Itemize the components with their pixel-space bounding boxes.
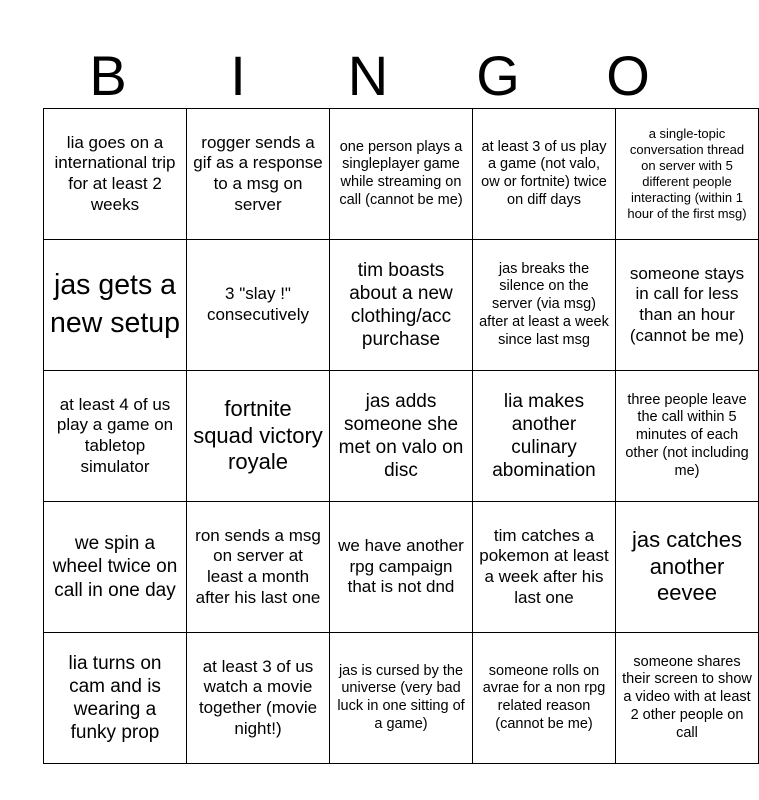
bingo-cell[interactable]: lia makes another culinary abomination (473, 371, 616, 502)
bingo-cell[interactable]: someone shares their screen to show a video with at least 2 other people on call (616, 633, 759, 764)
bingo-cell[interactable]: jas breaks the silence on the server (via msg) after at least a week since last msg (473, 240, 616, 371)
bingo-cell[interactable]: lia goes on a international trip for at least 2 weeks (44, 109, 187, 240)
bingo-cell[interactable]: 3 "slay !" consecutively (187, 240, 330, 371)
bingo-cell[interactable]: a single-topic conversation thread on server with 5 different people interacting (within 1 hour of the first msg) (616, 109, 759, 240)
header-letter-g: G (476, 44, 520, 107)
header-letter-b: B (89, 44, 127, 107)
bingo-cell[interactable]: ron sends a msg on server at least a month after his last one (187, 502, 330, 633)
bingo-cell[interactable]: jas is cursed by the universe (very bad luck in one sitting of a game) (330, 633, 473, 764)
bingo-board (43, 108, 759, 764)
bingo-cell[interactable]: fortnite squad victory royale (187, 371, 330, 502)
bingo-cell[interactable]: someone rolls on avrae for a non rpg related reason (cannot be me) (473, 633, 616, 764)
bingo-cell[interactable]: jas catches another eevee (616, 502, 759, 633)
bingo-cell[interactable]: tim boasts about a new clothing/acc purchase (330, 240, 473, 371)
bingo-cell[interactable]: tim catches a pokemon at least a week after his last one (473, 502, 616, 633)
bingo-cell[interactable]: at least 3 of us play a game (not valo, ow or fortnite) twice on diff days (473, 109, 616, 240)
bingo-header (43, 46, 693, 106)
bingo-cell[interactable]: at least 4 of us play a game on tabletop simulator (44, 371, 187, 502)
bingo-cell[interactable]: at least 3 of us watch a movie together (movie night!) (187, 633, 330, 764)
bingo-cell[interactable]: lia turns on cam and is wearing a funky prop (44, 633, 187, 764)
board-row (44, 240, 759, 371)
bingo-cell[interactable]: we have another rpg campaign that is not dnd (330, 502, 473, 633)
board-row (44, 371, 759, 502)
bingo-cell[interactable]: three people leave the call within 5 minutes of each other (not including me) (616, 371, 759, 502)
bingo-cell[interactable]: we spin a wheel twice on call in one day (44, 502, 187, 633)
header-letter-n: N (347, 44, 389, 107)
board-row (44, 633, 759, 764)
bingo-cell[interactable]: rogger sends a gif as a response to a msg on server (187, 109, 330, 240)
board-row (44, 109, 759, 240)
bingo-cell[interactable]: jas gets a new setup (44, 240, 187, 371)
board-row (44, 502, 759, 633)
bingo-cell[interactable]: someone stays in call for less than an hour (cannot be me) (616, 240, 759, 371)
header-letter-o: O (606, 44, 650, 107)
header-letter-i: I (230, 44, 246, 107)
bingo-cell[interactable]: jas adds someone she met on valo on disc (330, 371, 473, 502)
bingo-cell[interactable]: one person plays a singleplayer game while streaming on call (cannot be me) (330, 109, 473, 240)
